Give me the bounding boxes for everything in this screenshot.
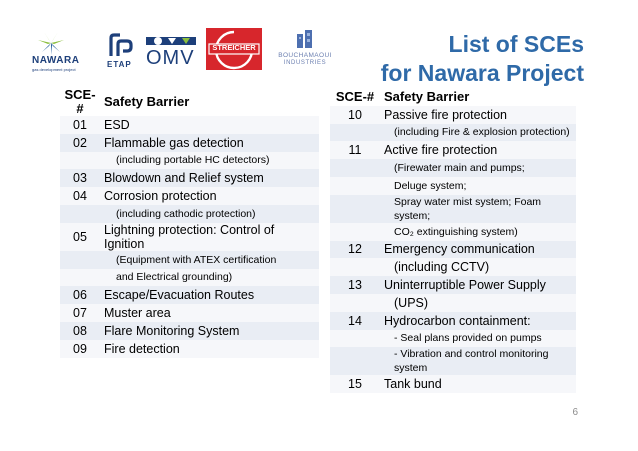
- table-row: [330, 258, 576, 276]
- nawara-logo: [30, 30, 100, 70]
- sce-number: [330, 195, 380, 223]
- sce-text: Fire detection: [100, 340, 319, 358]
- sce-table-left: [60, 88, 319, 358]
- bouchamaoui-logo: [270, 28, 340, 72]
- sce-number: 07: [60, 304, 100, 322]
- table-row: [330, 195, 576, 223]
- sce-number: 14: [330, 312, 380, 330]
- sce-subtext: - Seal plans provided on pumps: [380, 330, 576, 348]
- table-row: [330, 141, 576, 159]
- table-row: [330, 124, 576, 142]
- table-row: [60, 152, 319, 170]
- bouchamaoui-wordmark: BOUCHAMAOUI: [278, 52, 332, 59]
- table-row: [60, 304, 319, 322]
- nawara-wordmark: NAWARA: [32, 55, 80, 66]
- sce-subtext: (Equipment with ATEX certification: [100, 251, 319, 269]
- sce-text: Hydrocarbon containment:: [380, 312, 576, 330]
- sce-text: Flammable gas detection: [100, 134, 319, 152]
- sce-text: Blowdown and Relief system: [100, 169, 319, 187]
- sce-number: 03: [60, 169, 100, 187]
- table-row: [330, 312, 576, 330]
- table-header-row: [330, 88, 576, 106]
- sce-subtext: CO₂ extinguishing system): [380, 223, 576, 241]
- bouchamaoui-tagline: INDUSTRIES: [283, 60, 327, 66]
- table-header-row: [60, 88, 319, 116]
- header-sce-number: SCE-#: [330, 88, 380, 106]
- page-number: 6: [572, 407, 578, 418]
- omv-logo: [144, 34, 198, 70]
- sce-subtext: and Electrical grounding): [100, 269, 319, 287]
- header-sce-number: SCE-#: [60, 88, 100, 116]
- sce-text: Corrosion protection: [100, 187, 319, 205]
- sce-number: [330, 294, 380, 312]
- sce-text: Uninterruptible Power Supply: [380, 276, 576, 294]
- sce-number: [330, 223, 380, 241]
- table-row: [330, 159, 576, 177]
- sce-number: [330, 177, 380, 195]
- sce-number: [330, 330, 380, 348]
- sce-subtext: - Vibration and control monitoring system: [380, 347, 576, 375]
- sce-number: [60, 205, 100, 223]
- sce-number: 15: [330, 375, 380, 393]
- table-row: [330, 294, 576, 312]
- header-safety-barrier: Safety Barrier: [100, 88, 319, 116]
- table-row: [60, 223, 319, 251]
- slide-title: [381, 30, 584, 88]
- sce-number: 12: [330, 241, 380, 259]
- table-row: [60, 251, 319, 269]
- header-safety-barrier: Safety Barrier: [380, 88, 576, 106]
- nawara-emblem-icon: [36, 30, 66, 56]
- sce-text: Emergency communication: [380, 241, 576, 259]
- table-row: [60, 187, 319, 205]
- sce-text: Flare Monitoring System: [100, 322, 319, 340]
- table-row: [330, 177, 576, 195]
- sce-number: [330, 124, 380, 142]
- table-row: [60, 340, 319, 358]
- sce-table-right: [330, 88, 576, 393]
- sce-text: Escape/Evacuation Routes: [100, 286, 319, 304]
- sce-number: 10: [330, 106, 380, 124]
- sce-number: [330, 159, 380, 177]
- table-row: [60, 134, 319, 152]
- sce-subtext: Deluge system;: [380, 177, 576, 195]
- table-row: [330, 241, 576, 259]
- sce-number: 11: [330, 141, 380, 159]
- sce-number: 09: [60, 340, 100, 358]
- etap-wordmark: ETAP: [107, 60, 132, 69]
- streicher-logo: [206, 28, 262, 70]
- sce-subtext: (including portable HC detectors): [100, 152, 319, 170]
- sce-number: [330, 258, 380, 276]
- sce-text: Passive fire protection: [380, 106, 576, 124]
- sce-number: 02: [60, 134, 100, 152]
- table-row: [330, 347, 576, 375]
- nawara-tagline: gas development project: [32, 67, 76, 72]
- sce-subtext: (including cathodic protection): [100, 205, 319, 223]
- sce-number: 04: [60, 187, 100, 205]
- slide-title-line2: for Nawara Project: [380, 60, 584, 86]
- table-row: [60, 286, 319, 304]
- sce-number: [60, 269, 100, 287]
- sce-number: [60, 251, 100, 269]
- sce-number: 08: [60, 322, 100, 340]
- sce-subtext: (including Fire & explosion protection): [380, 124, 576, 142]
- table-row: [60, 169, 319, 187]
- table-row: [60, 322, 319, 340]
- sce-text: Active fire protection: [380, 141, 576, 159]
- sce-number: [60, 152, 100, 170]
- table-row: [330, 375, 576, 393]
- sce-text: ESD: [100, 116, 319, 134]
- table-row: [330, 223, 576, 241]
- omv-wordmark: OMV: [146, 47, 195, 69]
- streicher-wordmark: STREICHER: [212, 43, 256, 52]
- sce-number: 06: [60, 286, 100, 304]
- sce-number: 01: [60, 116, 100, 134]
- etap-emblem-icon: [107, 32, 135, 58]
- table-row: [60, 269, 319, 287]
- table-row: [330, 330, 576, 348]
- sce-text: Tank bund: [380, 375, 576, 393]
- sce-subtext: (Firewater main and pumps;: [380, 159, 576, 177]
- table-row: [330, 276, 576, 294]
- sce-text: (including CCTV): [380, 258, 576, 276]
- omv-bar-icon: [146, 34, 196, 48]
- sce-number: 13: [330, 276, 380, 294]
- sce-number: 05: [60, 223, 100, 251]
- table-row: [60, 116, 319, 134]
- bouchamaoui-emblem-icon: [295, 28, 315, 50]
- sce-text: Lightning protection: Control of Ignition: [100, 223, 319, 251]
- table-row: [60, 205, 319, 223]
- table-row: [330, 106, 576, 124]
- sce-text: Muster area: [100, 304, 319, 322]
- sce-subtext: Spray water mist system; Foam system;: [380, 195, 576, 223]
- slide-title-line1: List of SCEs: [448, 31, 584, 57]
- etap-logo: [104, 32, 138, 72]
- sce-number: [330, 347, 380, 375]
- sce-text: (UPS): [380, 294, 576, 312]
